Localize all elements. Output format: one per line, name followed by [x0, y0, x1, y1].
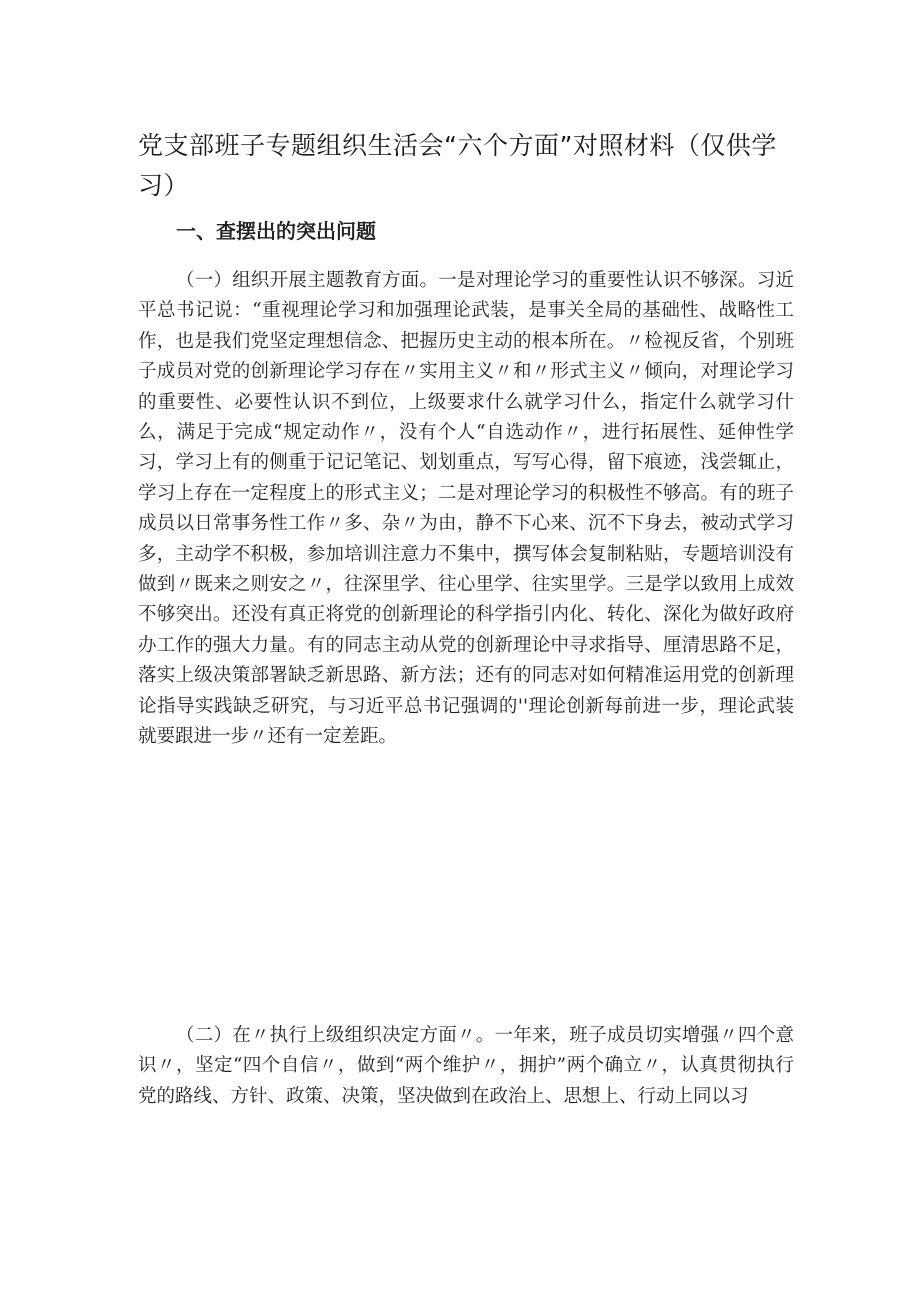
paragraph-1: （一）组织开展主题教育方面。一是对理论学习的重要性认识不够深。习近平总书记说：“重视理论学习和加强理论武装，是事关全局的基础性、战略性工作，也是我们党坚定理想信念、把握历史主动的根本所在。〃检视反省，个别班子成员对党的创新理论学习存在〃实用主义〃和〃形式主义〃倾向，对理论学习的重要性、必要性认识不到位，上级要求什么就学习什么，指定什么就学习什么，满足于完成“规定动作〃，没有个人“自选动作〃，进行拓展性、延伸性学习，学习上有的侧重于记记笔记、划划重点，写写心得，留下痕迹，浅尝辄止，学习上存在一定程度上的形式主义；二是对理论学习的积极性不够高。有的班子成员以日常事务性工作〃多、杂〃为由，静不下心来、沉不下身去，被动式学习多，主动学不积极，参加培训注意力不集中，撰写体会复制粘贴，专题培训没有做到〃既来之则安之〃，往深里学、往心里学、往实里学。三是学以致用上成效不够突出。还没有真正将党的创新理论的科学指引内化、转化、深化为做好政府办工作的强大力量。有的同志主动从党的创新理论中寻求指导、厘清思路不足，落实上级决策部署缺乏新思路、新方法；还有的同志对如何精准运用党的创新理论指导实践缺乏研究，与习近平总书记强调的''理论创新每前进一步，理论武装就要跟进一步〃还有一定差距。: [138, 270, 794, 748]
section-heading: 一、查摆出的突出问题: [176, 219, 376, 243]
document-title: 党支部班子专题组织生活会“六个方面”对照材料（仅供学习）: [138, 131, 777, 200]
paragraph-2: （二）在〃执行上级组织决定方面〃。一年来，班子成员切实增强〃四个意识〃，坚定“四个自信〃，做到“两个维护〃，拥护”两个确立〃，认真贯彻执行党的路线、方针、政策、决策，坚决做到在政治上、思想上、行动上同以习: [138, 1025, 794, 1107]
